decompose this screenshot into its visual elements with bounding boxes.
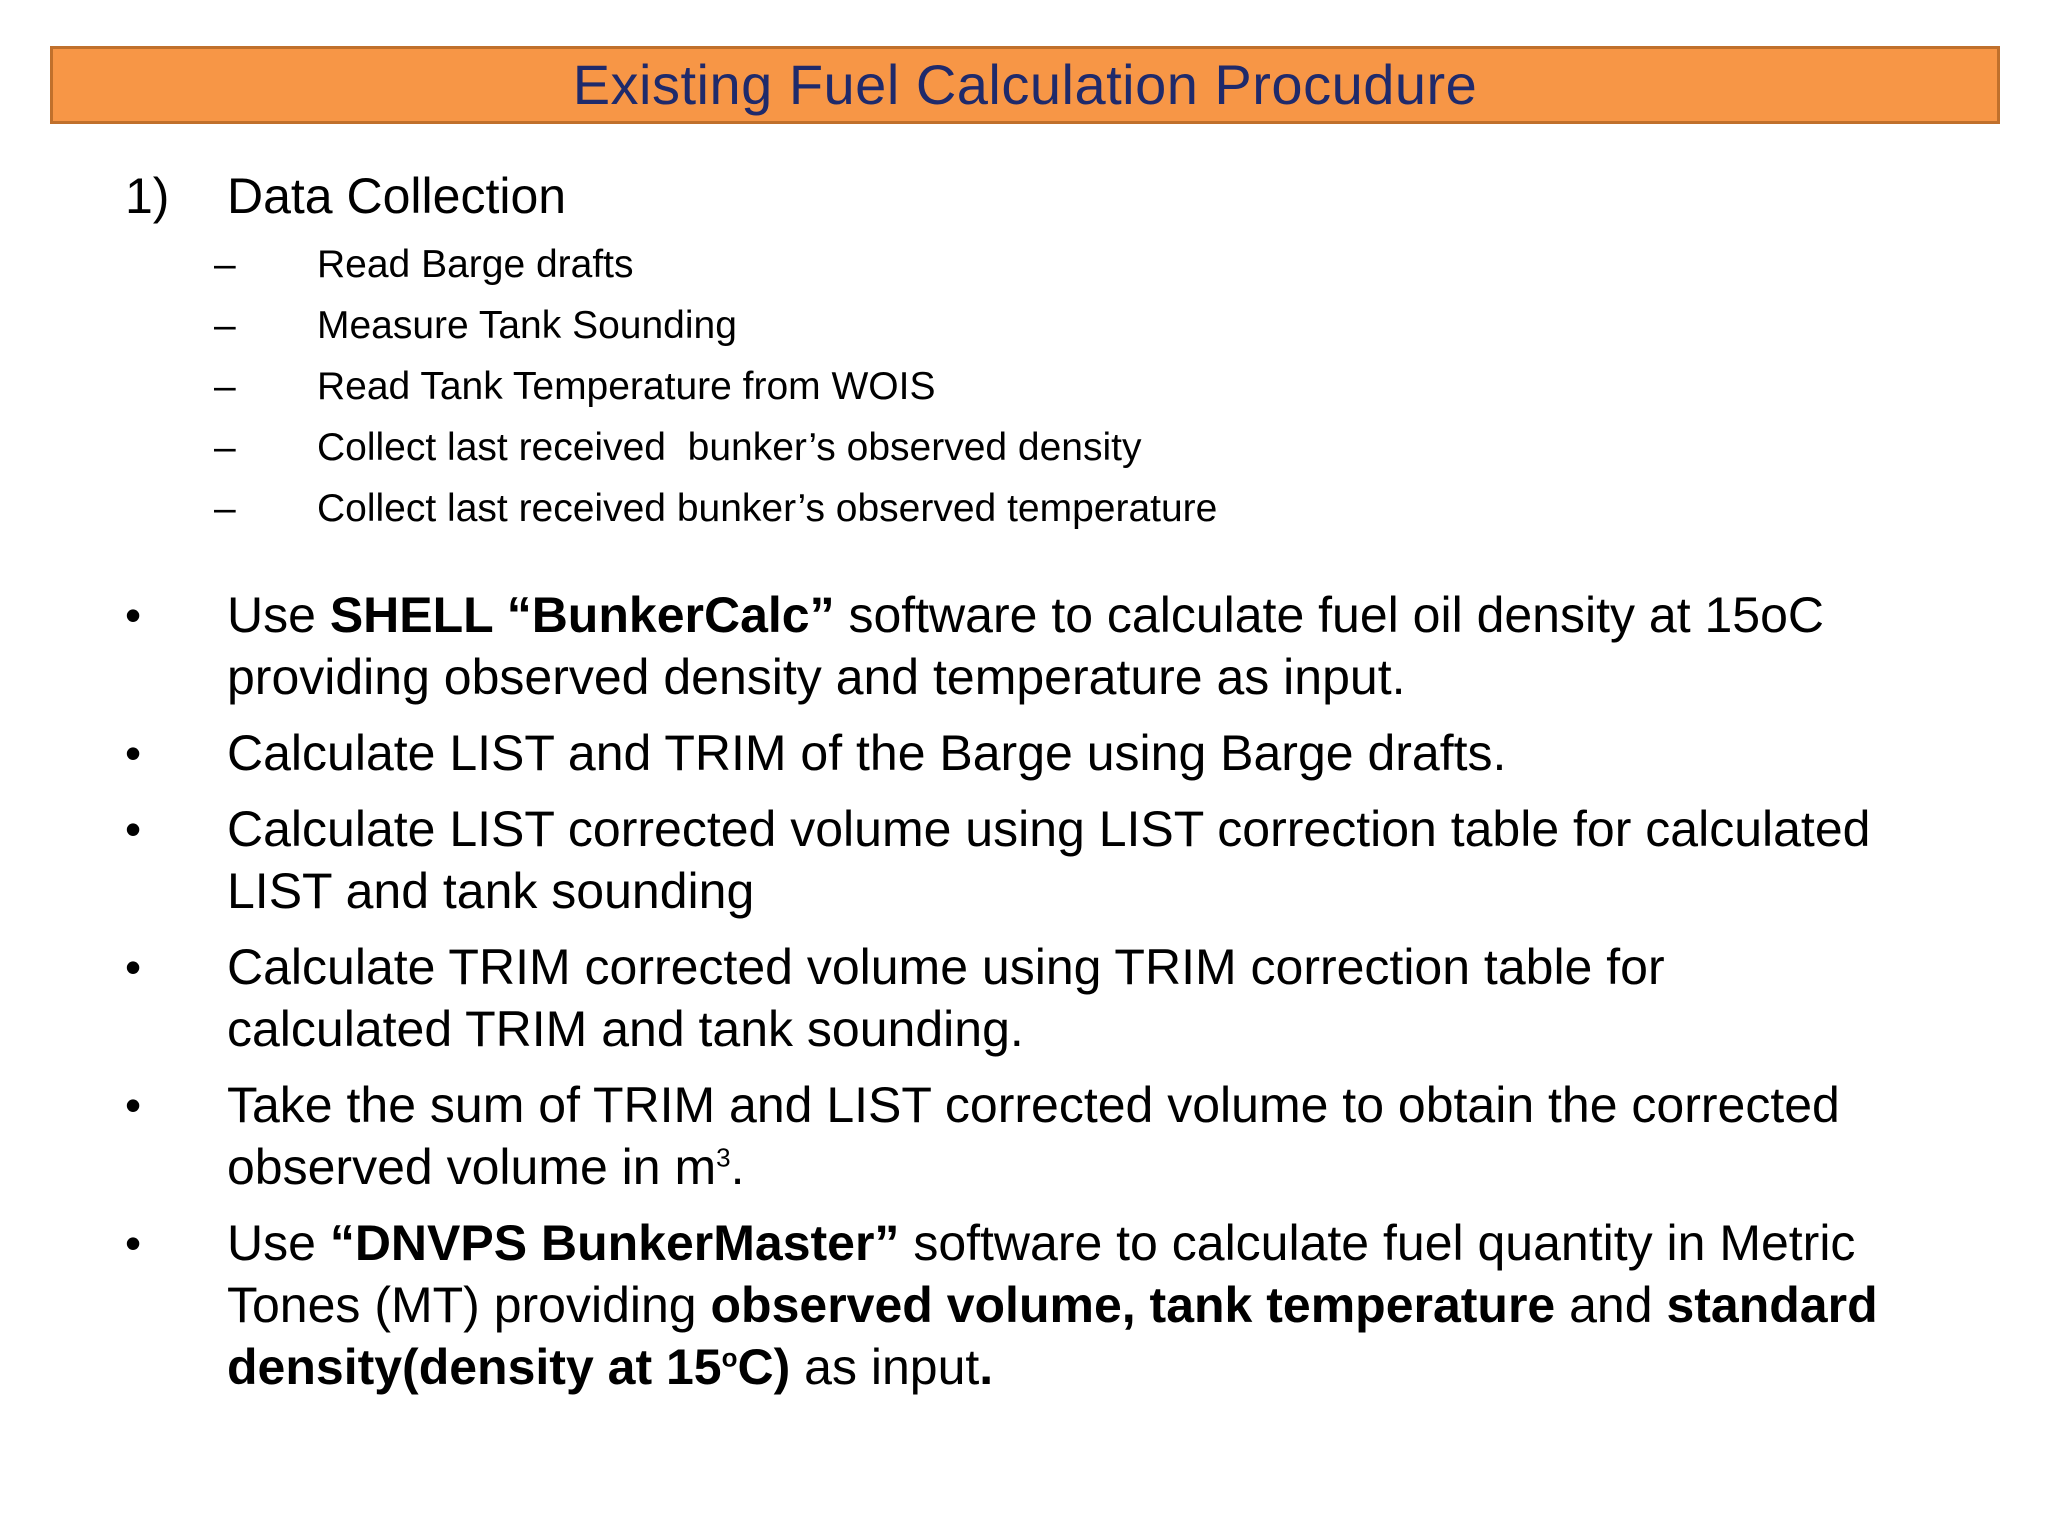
text-run: . <box>730 1139 745 1195</box>
procedure-step <box>125 1212 1995 1398</box>
section-number: 1) <box>125 168 170 224</box>
text-run: Use <box>227 1215 330 1271</box>
list-item <box>214 295 1217 356</box>
superscript: o <box>721 1342 738 1373</box>
dash-marker: – <box>214 365 236 408</box>
text-run: Calculate LIST and TRIM of the Barge using Barge drafts. <box>227 725 1507 781</box>
text-run: software to calculate fuel quantity in Metric <box>899 1215 1856 1271</box>
procedure-step <box>125 1074 1995 1198</box>
procedure-step <box>125 936 1995 1060</box>
step-text <box>227 584 1995 708</box>
step-text <box>227 1212 1995 1398</box>
procedure-step <box>125 584 1995 708</box>
text-run: Take the sum of TRIM and LIST corrected volume to obtain the corrected <box>227 1077 1840 1133</box>
bold-text: observed volume, tank temperature <box>710 1277 1556 1333</box>
superscript: 3 <box>716 1142 731 1173</box>
step-text <box>227 722 1995 784</box>
bullet-marker: • <box>125 727 142 779</box>
procedure-step <box>125 722 1995 784</box>
bold-text: standard <box>1666 1277 1878 1333</box>
list-item-text: Measure Tank Sounding <box>317 304 737 347</box>
bullet-marker: • <box>125 803 142 855</box>
slide-title: Existing Fuel Calculation Procudure <box>572 53 1478 116</box>
text-run: and <box>1555 1277 1667 1333</box>
text-run: Calculate TRIM corrected volume using TRIM correction table for <box>227 939 1665 995</box>
list-item <box>214 234 1217 295</box>
bullet-marker: • <box>125 1217 142 1269</box>
step-text <box>227 1074 1995 1198</box>
data-collection-list <box>214 234 1217 539</box>
software-name: SHELL “BunkerCalc” <box>329 587 835 643</box>
text-run: calculated TRIM and tank sounding. <box>227 1001 1024 1057</box>
list-item <box>214 478 1217 539</box>
dash-marker: – <box>214 304 236 347</box>
dash-marker: – <box>214 487 236 530</box>
software-name: “DNVPS BunkerMaster” <box>329 1215 900 1271</box>
step-text <box>227 936 1995 1060</box>
list-item-text: Read Tank Temperature from WOIS <box>317 365 936 408</box>
list-item-text: Collect last received bunker’s observed temperature <box>317 487 1218 530</box>
text-run: software to calculate fuel oil density at 15oC <box>834 587 1825 643</box>
dash-marker: – <box>214 243 236 286</box>
text-run: observed volume in m <box>227 1139 717 1195</box>
procedure-steps <box>125 584 1995 1412</box>
list-item-text: Collect last received bunker’s observed density <box>317 426 1142 469</box>
bold-text: C) <box>737 1339 791 1395</box>
text-run: providing observed density and temperature as input. <box>227 649 1406 705</box>
section-title: Data Collection <box>227 168 567 224</box>
bullet-marker: • <box>125 941 142 993</box>
text-run: Tones (MT) providing <box>227 1277 711 1333</box>
bold-text: density(density at 15 <box>227 1339 722 1395</box>
bullet-marker: • <box>125 1079 142 1131</box>
text-run: as input <box>790 1339 980 1395</box>
bold-text: . <box>979 1339 994 1395</box>
title-banner <box>50 46 2000 124</box>
text-run: Calculate LIST corrected volume using LIST correction table for calculated <box>227 801 1871 857</box>
step-text <box>227 798 1995 922</box>
text-run: LIST and tank sounding <box>227 863 755 919</box>
section-heading <box>125 166 566 226</box>
procedure-step <box>125 798 1995 922</box>
text-run: Use <box>227 587 330 643</box>
list-item <box>214 356 1217 417</box>
dash-marker: – <box>214 426 236 469</box>
list-item-text: Read Barge drafts <box>317 243 634 286</box>
list-item <box>214 417 1217 478</box>
bullet-marker: • <box>125 589 142 641</box>
